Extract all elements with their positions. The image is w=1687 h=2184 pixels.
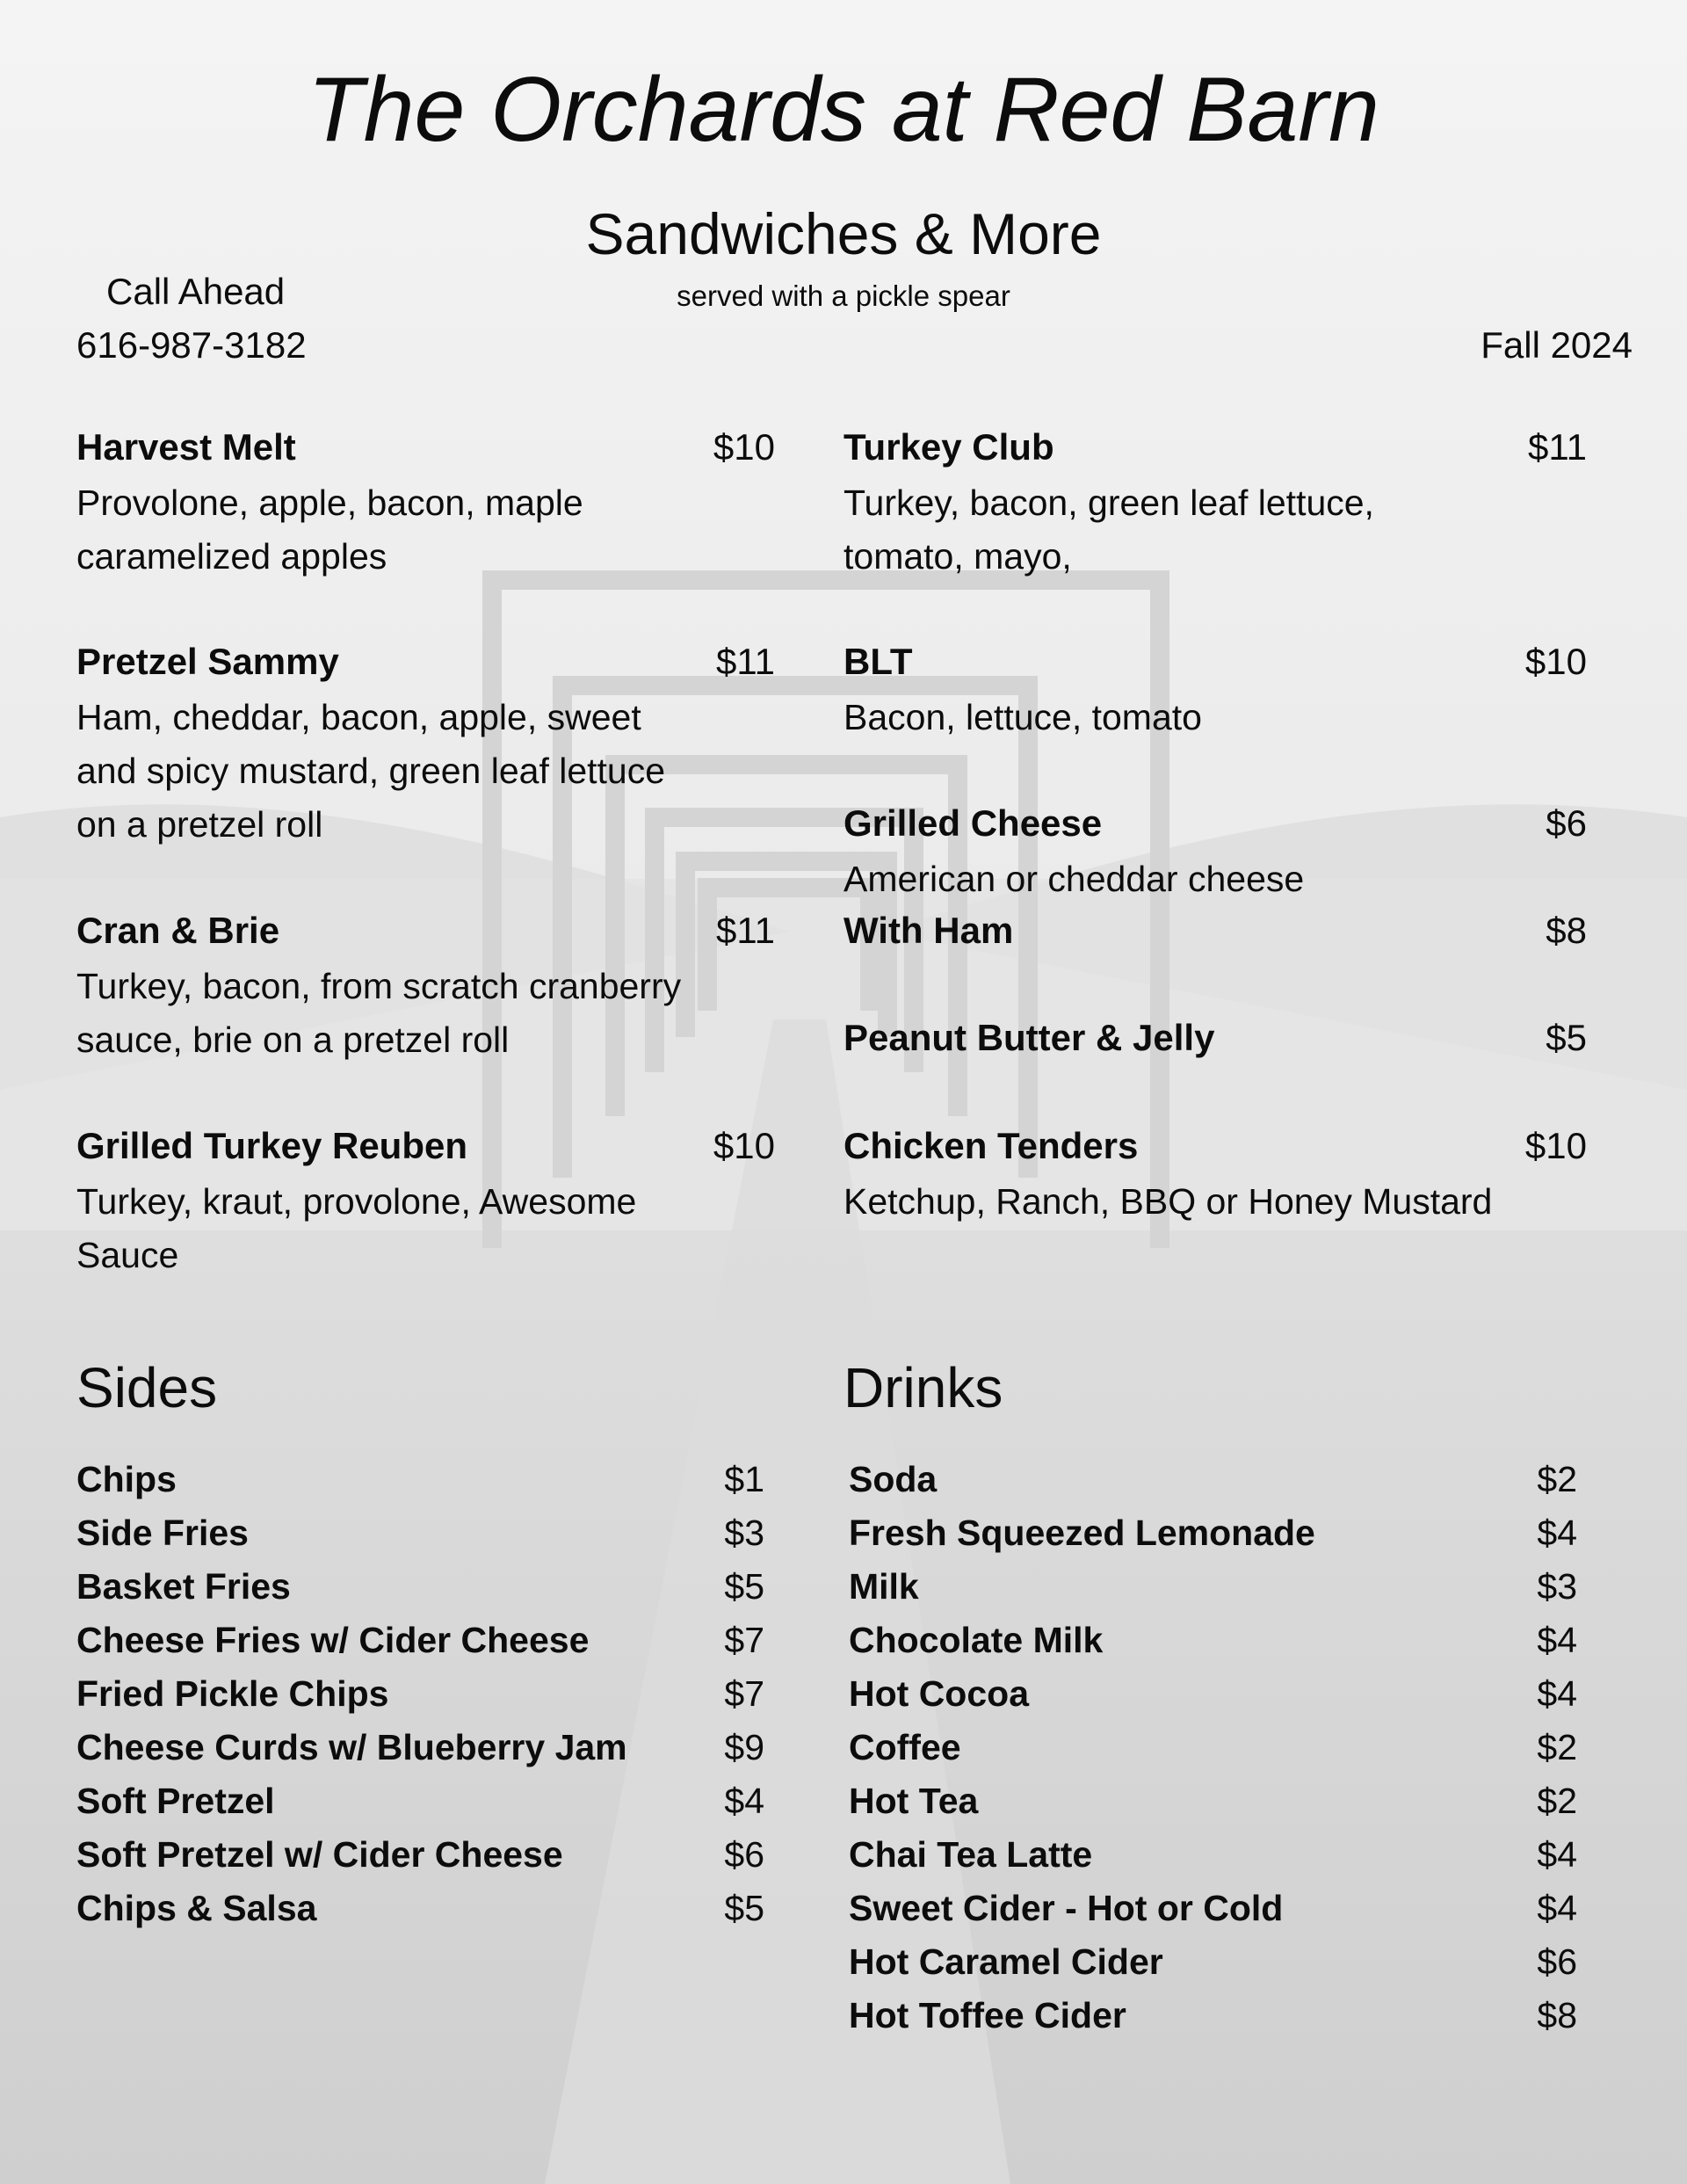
drink-item-name: Chai Tea Latte bbox=[849, 1834, 1093, 1875]
drink-item-price: $8 bbox=[1537, 1995, 1577, 2035]
menu-item-desc: sauce, brie on a pretzel roll bbox=[76, 1019, 510, 1060]
side-item-price: $3 bbox=[724, 1513, 764, 1553]
drink-item-price: $2 bbox=[1537, 1459, 1577, 1499]
drink-item-name: Sweet Cider - Hot or Cold bbox=[849, 1888, 1284, 1928]
call-ahead-label: Call Ahead bbox=[106, 271, 286, 312]
side-item-price: $7 bbox=[724, 1620, 764, 1660]
side-item-name: Cheese Fries w/ Cider Cheese bbox=[76, 1620, 590, 1660]
side-item-price: $1 bbox=[724, 1459, 764, 1499]
side-item-name: Cheese Curds w/ Blueberry Jam bbox=[76, 1727, 627, 1767]
menu-item-price: $10 bbox=[1524, 641, 1587, 682]
side-item-name: Soft Pretzel bbox=[76, 1781, 275, 1821]
drink-item-name: Chocolate Milk bbox=[849, 1620, 1104, 1660]
drink-item-price: $2 bbox=[1537, 1781, 1577, 1821]
menu-item-name: With Ham bbox=[844, 910, 1014, 951]
side-item-name: Side Fries bbox=[76, 1513, 249, 1553]
menu-item-desc: American or cheddar cheese bbox=[844, 859, 1305, 899]
menu-item-desc: Ketchup, Ranch, BBQ or Honey Mustard bbox=[844, 1181, 1493, 1222]
side-item-price: $9 bbox=[724, 1727, 764, 1767]
menu-item-name: Pretzel Sammy bbox=[76, 641, 339, 682]
drink-item-name: Coffee bbox=[849, 1727, 961, 1767]
drink-item-name: Soda bbox=[849, 1459, 938, 1499]
restaurant-title: The Orchards at Red Barn bbox=[308, 59, 1379, 161]
menu-item-name: Grilled Turkey Reuben bbox=[76, 1125, 467, 1166]
menu-item-name: Grilled Cheese bbox=[844, 802, 1103, 844]
menu-item-desc: Turkey, bacon, green leaf lettuce, bbox=[844, 483, 1374, 523]
drink-item-price: $6 bbox=[1537, 1941, 1577, 1982]
season-label: Fall 2024 bbox=[1481, 324, 1633, 366]
drink-item-price: $3 bbox=[1537, 1566, 1577, 1607]
menu-item-price: $10 bbox=[1524, 1125, 1587, 1166]
menu-item-price: $11 bbox=[716, 641, 775, 682]
drink-item-name: Milk bbox=[849, 1566, 919, 1607]
menu-item-name: Turkey Club bbox=[844, 426, 1054, 468]
menu-item-desc: Turkey, bacon, from scratch cranberry bbox=[76, 966, 682, 1006]
served-note: served with a pickle spear bbox=[677, 279, 1010, 312]
menu-item-price: $8 bbox=[1546, 910, 1587, 951]
menu-item-name: Chicken Tenders bbox=[844, 1125, 1139, 1166]
sides-heading: Sides bbox=[76, 1356, 218, 1419]
drinks-heading: Drinks bbox=[844, 1356, 1003, 1419]
drink-item-name: Fresh Squeezed Lemonade bbox=[849, 1513, 1315, 1553]
side-item-price: $4 bbox=[724, 1781, 764, 1821]
menu-item-desc: Bacon, lettuce, tomato bbox=[844, 697, 1202, 737]
menu-item-price: $11 bbox=[1528, 426, 1587, 468]
side-item-name: Fried Pickle Chips bbox=[76, 1673, 389, 1714]
side-item-name: Chips bbox=[76, 1459, 177, 1499]
side-item-name: Basket Fries bbox=[76, 1566, 291, 1607]
side-item-name: Soft Pretzel w/ Cider Cheese bbox=[76, 1834, 563, 1875]
drink-item-name: Hot Toffee Cider bbox=[849, 1995, 1126, 2035]
menu-item-name: BLT bbox=[844, 641, 913, 682]
menu-item-name: Harvest Melt bbox=[76, 426, 296, 468]
menu-item-desc: Turkey, kraut, provolone, Awesome bbox=[76, 1181, 637, 1222]
drink-item-price: $4 bbox=[1537, 1673, 1577, 1714]
menu-item-desc: on a pretzel roll bbox=[76, 804, 323, 845]
menu-item-price: $11 bbox=[716, 910, 775, 951]
drink-item-name: Hot Cocoa bbox=[849, 1673, 1029, 1714]
drink-item-price: $4 bbox=[1537, 1620, 1577, 1660]
menu-item-name: Peanut Butter & Jelly bbox=[844, 1017, 1215, 1058]
menu-subtitle: Sandwiches & More bbox=[585, 201, 1102, 266]
side-item-price: $7 bbox=[724, 1673, 764, 1714]
menu-item-desc: and spicy mustard, green leaf lettuce bbox=[76, 751, 666, 791]
drink-item-price: $2 bbox=[1537, 1727, 1577, 1767]
menu-item-price: $6 bbox=[1546, 802, 1587, 844]
menu-item-desc: caramelized apples bbox=[76, 536, 387, 577]
drink-item-price: $4 bbox=[1537, 1888, 1577, 1928]
side-item-price: $5 bbox=[724, 1888, 764, 1928]
drink-item-price: $4 bbox=[1537, 1834, 1577, 1875]
side-item-name: Chips & Salsa bbox=[76, 1888, 317, 1928]
side-item-price: $6 bbox=[724, 1834, 764, 1875]
menu-item-price: $10 bbox=[713, 426, 775, 468]
menu-item-desc: Sauce bbox=[76, 1235, 179, 1275]
menu-item-name: Cran & Brie bbox=[76, 910, 280, 951]
drink-item-name: Hot Caramel Cider bbox=[849, 1941, 1163, 1982]
side-item-price: $5 bbox=[724, 1566, 764, 1607]
menu-item-desc: Ham, cheddar, bacon, apple, sweet bbox=[76, 697, 641, 737]
drink-item-name: Hot Tea bbox=[849, 1781, 979, 1821]
phone-number: 616-987-3182 bbox=[76, 324, 307, 366]
drink-item-price: $4 bbox=[1537, 1513, 1577, 1553]
menu-item-desc: tomato, mayo, bbox=[844, 536, 1072, 577]
menu-item-desc: Provolone, apple, bacon, maple bbox=[76, 483, 583, 523]
menu-item-price: $10 bbox=[713, 1125, 775, 1166]
menu-item-price: $5 bbox=[1546, 1017, 1587, 1058]
